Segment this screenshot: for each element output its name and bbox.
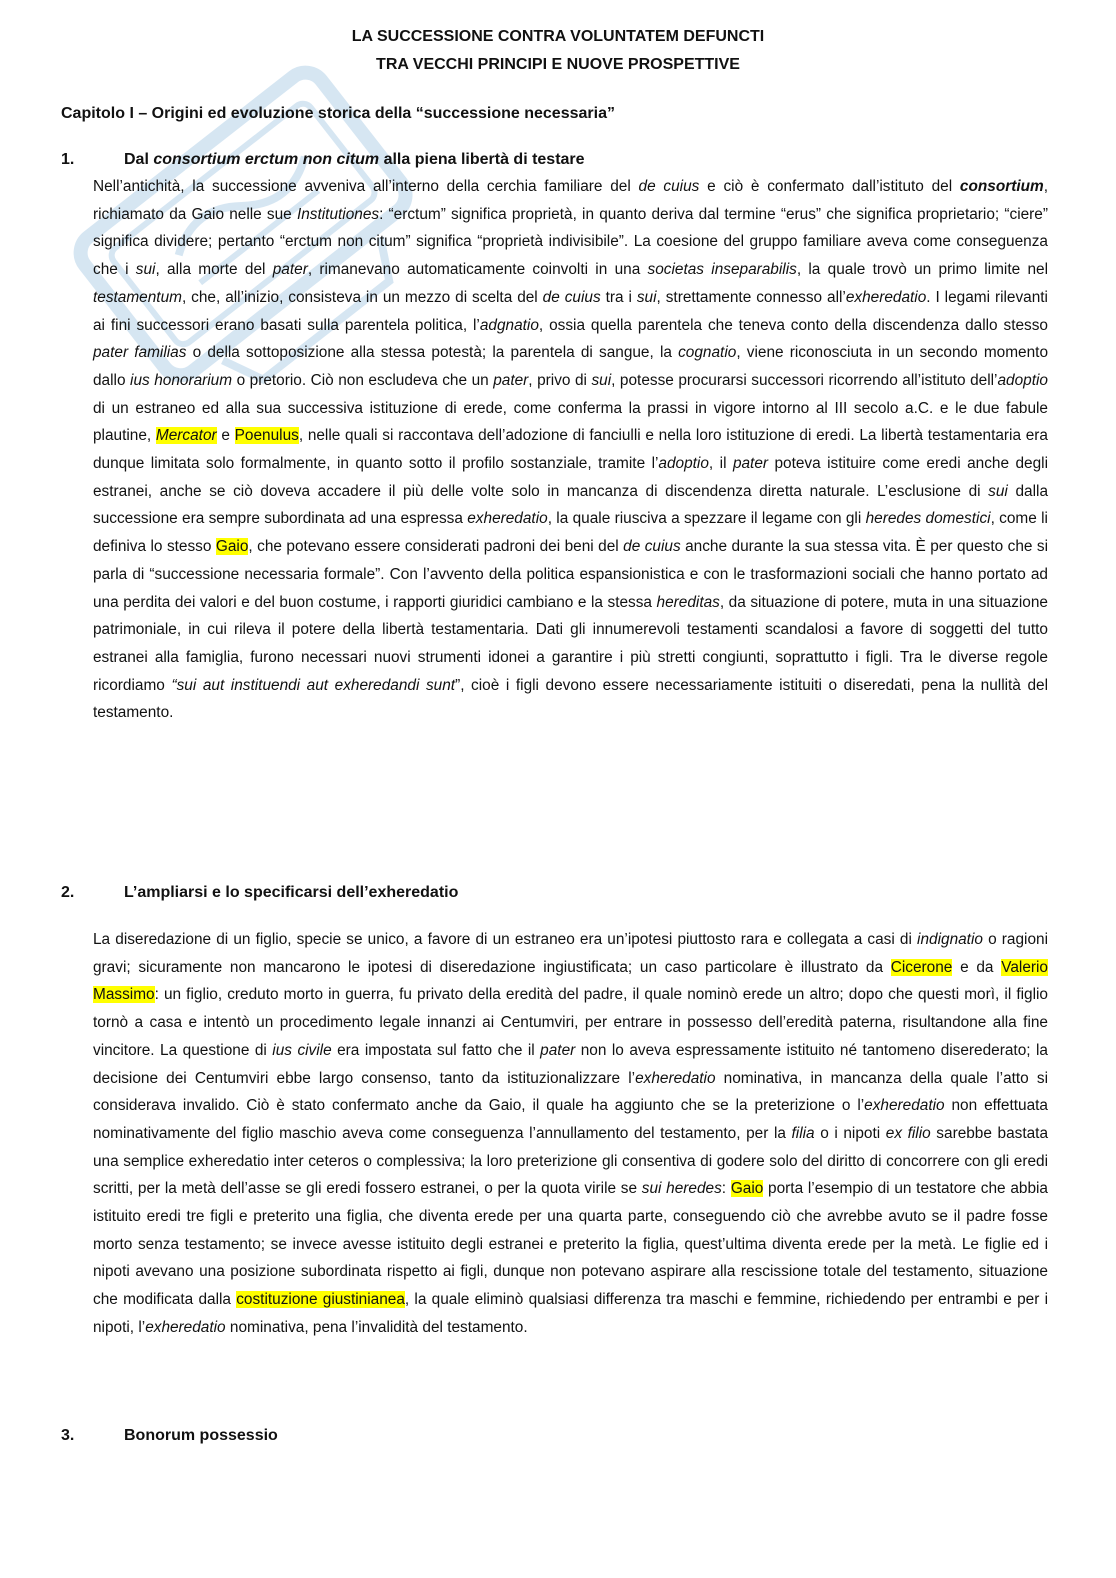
section-1-paragraph: Nell’antichità, la successione avveniva all’interno della cerchia familiare del de cuius e ciò è confermato dall’istituto del consortium, richiamato da Gaio nelle sue Institutiones: “erctum” significa proprietà, in quanto deriva dal termine “erus” che significa proprietario; “ciere” significa dividere; pertanto “erctum non citum” significa “proprietà indivisibile”. La coesione del gruppo familiare aveva come conseguenza che i sui, alla morte del pater, rimanevano automaticamente coinvolti in una societas inseparabilis, la quale trovò un primo limite nel testamentum, che, all’inizio, consisteva in un mezzo di scelta del de cuius tra i sui, strettamente connesso all’exheredatio. I legami rilevanti ai fini successori erano basati sulla parentela politica, l’adgnatio, ossia quella parentela che teneva conto della discendenza dallo stesso pater familias o della sottoposizione alla stessa potestà; la parentela di sangue, la cognatio, viene riconosciuta in un secondo momento dallo ius honorarium o pretorio. Ciò non escludeva che un pater, privo di sui, potesse procurarsi successori ricorrendo all’istituto dell’adoptio di un estraneo ed alla sua successiva istituzione di erede, come conferma la prassi in vigore intorno al III secolo a.C. e le due fabule plautine, Mercator e Poenulus, nelle quali si raccontava dell’adozione di fanciulli e nella loro istituzione di eredi. La libertà testamentaria era dunque limitata solo formalmente, in quanto sotto il profilo sostanziale, tramite l’adoptio, il pater poteva istituire come eredi anche degli estranei, anche se ciò doveva accadere il più delle volte solo in mancanza di discendenza diretta naturale. L’esclusione di sui dalla successione era sempre subordinata ad una espressa exheredatio, la quale riusciva a spezzare il legame con gli heredes domestici, come li definiva lo stesso Gaio, che potevano essere considerati padroni dei beni del de cuius anche durante la sua stessa vita. È per questo che si parla di “successione necessaria formale”. Con l’avvento della politica espansionistica e con le trasformazioni sociali che hanno portato ad una perdita dei valori e del buon costume, i rapporti giuridici cambiano e la stessa hereditas, da situazione di potere, muta in una situazione patrimoniale, in cui rileva il potere della libertà testamentaria. Dati gli innumerevoli testamenti scandalosi a favore di soggetti del tutto estranei alla famiglia, furono necessari nuovi strumenti idonei a garantire i più stretti congiunti, soprattutto i figli. Tra le diverse regole ricordiamo “sui aut instituendi aut exheredandi sunt”, cioè i figli devono essere necessariamente istituiti o diseredati, pena la nullità del testamento. bbox=[93, 178, 1049, 722]
highlight-mercator: Mercator bbox=[155, 427, 217, 445]
section-2-paragraph: La diseredazione di un figlio, specie se unico, a favore di un estraneo era un’ipotesi piuttosto rara e collegata a casi di indignatio o ragioni gravi; sicuramente non mancarono le ipotesi di diseredazione ingiustificata; un caso particolare è illustrato da Cicerone e da Valerio Massimo: un figlio, creduto morto in guerra, fu privato della eredità del padre, il quale nominò erede un altro; dopo che questi morì, il figlio tornò a casa e intentò un procedimento legale innanzi ai Centumviri, per entrare in possesso dell’eredità paterna, risultandone alla fine vincitore. La questione di ius civile era impostata sul fatto che il pater non lo aveva espressamente istituito né tantomeno diserederato; la decisione dei Centumviri ebbe largo consenso, tanto da istituzionalizzare l’exheredatio nominativa, in mancanza della quale l’atto si considerava invalido. Ciò è stato confermato anche da Gaio, il quale ha aggiunto che se la preterizione o l’exheredatio non effettuata nominativamente del figlio maschio aveva come conseguenza l’annullamento del testamento, per la filia o i nipoti ex filio sarebbe bastata una semplice exheredatio inter ceteros o complessiva; la loro preterizione gli consentiva di godere solo del diritto di concorrere con gli eredi scritti, per la metà dell’asse se gli eredi fossero estranei, o per la quota virile se sui heredes: Gaio porta l’esempio di un testatore che abbia istituito eredi tre figli e preterito una figlia, che diventa erede per una quarta parte, conseguendo ciò che avrebbe avuto se il padre fosse morto senza testamento; se invece avesse istituito degli estranei e preterito la figlia, quest’ultima diventa erede per la metà. Le figlie ed i nipoti avevano una posizione subordinata rispetto ai figli, dunque non potevano aspirare alla rescissione totale del testamento, situazione che modificata dalla costituzione giustinianea, la quale eliminò qualsiasi differenza tra maschi e femmine, richiedendo per entrambi e per i nipoti, l’exheredatio nominativa, pena l’invalidità del testamento. bbox=[93, 931, 1049, 1336]
document-title-line1: LA SUCCESSIONE CONTRA VOLUNTATEM DEFUNCTI bbox=[351, 28, 765, 45]
section-number: 3. bbox=[61, 1427, 75, 1444]
highlight-poenulus: Poenulus bbox=[234, 427, 299, 445]
chapter-heading: Capitolo I – Origini ed evoluzione storica della “successione necessaria” bbox=[61, 105, 615, 122]
section-number: 1. bbox=[61, 151, 75, 168]
section-3-heading: 3. Bonorum possessio bbox=[61, 1427, 278, 1444]
section-2-heading: 2. L’ampliarsi e lo specificarsi dell’exheredatio bbox=[61, 884, 459, 901]
highlight-gaio: Gaio bbox=[215, 538, 249, 556]
section-1-heading: 1. Dal consortium erctum non citum alla piena libertà di testare bbox=[61, 151, 585, 168]
highlight-costituzione-giustinianea: costituzione giustinianea bbox=[236, 1291, 405, 1309]
section-number: 2. bbox=[61, 884, 75, 901]
document-title-line2: TRA VECCHI PRINCIPI E NUOVE PROSPETTIVE bbox=[376, 56, 740, 73]
highlight-gaio: Gaio bbox=[730, 1180, 764, 1198]
highlight-cicerone: Cicerone bbox=[890, 958, 953, 976]
highlight-valerio-massimo: Valerio Massimo bbox=[93, 958, 1048, 1004]
